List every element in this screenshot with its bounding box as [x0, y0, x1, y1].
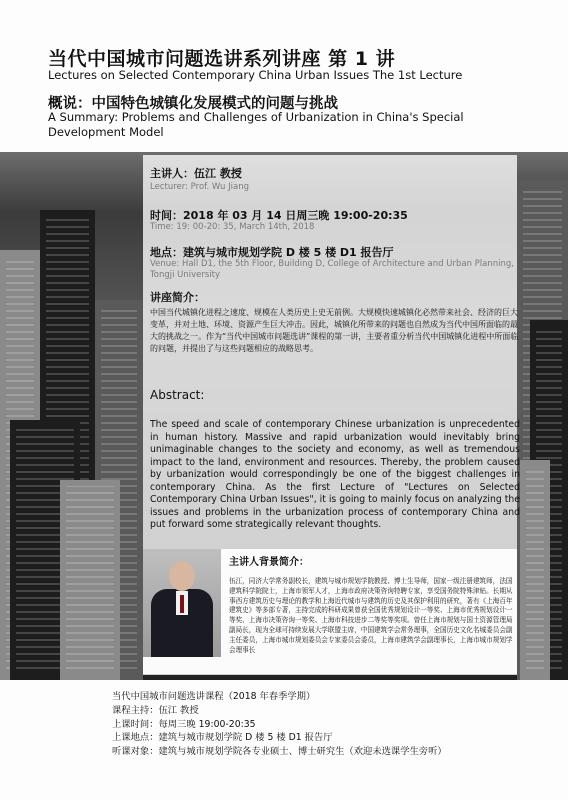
lecturer-cn: 主讲人：伍江 教授 [150, 167, 242, 180]
course-host: 课程主持：伍江 教授 [112, 704, 199, 716]
time-en: Time: 19: 00-20: 35, March 14th, 2018 [150, 222, 315, 232]
bio-text: 伍江，同济大学常务副校长，建筑与城市规划学院教授、博士生导师，国家一级注册建筑师，法国建筑科学院院士，上海市领军人才，上海市政府决策咨询特聘专家，享受国务院特殊津贴。长期从事西方建筑历史与理论的教学和上海近代城市与建筑的历史及其保护利用的研究，著有《上海百年建筑史》等多部专著，主持完成的科研成果曾获全国优秀规划设计一等奖、上海市优秀规划设计一等奖、上海市决策咨询一等奖、上海市科技进步二等奖等奖项。曾任上海市规划与国土资源管理局副局长，现为全球可持续发展大学联盟主席，中国建筑学会常务理事，全国历史文化名城委员会副主任委员，上海市城市规划委员会专家委员会委员，上海市建筑学会副理事长，上海市城市规划学会理事长 [229, 577, 513, 654]
course-info-footer [112, 690, 552, 759]
abstract-text-en: The speed and scale of contemporary Chinese urbanization is unprecedented in human history. Massive and rapid urbanization would inevitably bring unimaginable changes to the society and economy, as well as tremendous impact to the land, environment and resources. Thereby, the problem caused by urbanization would correspondingly be one of the biggest challenges in contemporary China. As the first Lecture of "Lectures on Selected Contemporary China Urban Issues", it is going to mainly focus on analyzing the issues and problems in the urbanization process of contemporary China and put forward some strategically relevant thoughts. [150, 419, 520, 530]
time-cn: 时间：2018 年 03 月 14 日周三晚 19:00-20:35 [150, 209, 408, 222]
intro-heading: 讲座简介： [150, 291, 205, 304]
bio-heading: 主讲人背景简介： [229, 557, 309, 568]
venue-cn: 地点：建筑与城市规划学院 D 楼 5 楼 D1 报告厅 [150, 246, 394, 259]
course-place: 上课地点：建筑与城市规划学院 D 楼 5 楼 D1 报告厅 [112, 732, 333, 744]
course-time: 上课时间：每周三晚 19:00-20:35 [112, 718, 256, 730]
poster-header [0, 0, 568, 150]
lecturer-portrait [143, 549, 221, 657]
lecturer-en: Lecturer: Prof. Wu Jiang [150, 182, 249, 192]
intro-text-cn: 中国当代城镇化进程之速度、规模在人类历史上史无前例。大规模快速城镇化必然带来社会、经济的巨大变革，并对土地、环境、资源产生巨大冲击。因此，城镇化所带来的问题也自然成为当代中国所面临的最大的挑战之一。作为“当代中国城市问题选讲”课程的第一讲，主要者重分析当代中国城镇化进程中所面临的问题，并提出了与这些问题相应的战略思考。 [150, 308, 519, 353]
lecture-title-cn: 当代中国城市问题选讲系列讲座 第 1 讲 [48, 48, 396, 70]
venue-en: Venue: Hall D1, the 5th Floor, Building D, College of Architecture and Urban Planning, Tongji University [150, 259, 514, 280]
course-audience: 听课对象：建筑与城市规划学院各专业硕士、博士研究生（欢迎未选课学生旁听） [112, 746, 447, 758]
course-name: 当代中国城市问题选讲课程（2018 年春季学期） [112, 691, 316, 702]
lecture-title-en: Lectures on Selected Contemporary China Urban Issues The 1st Lecture [48, 68, 463, 82]
summary-title-en: A Summary: Problems and Challenges of Urbanization in China's Special Development Model [48, 110, 464, 139]
lecturer-bio-panel [143, 549, 517, 674]
summary-title-cn: 概说：中国特色城镇化发展模式的问题与挑战 [48, 96, 338, 112]
abstract-heading: Abstract: [150, 388, 205, 402]
